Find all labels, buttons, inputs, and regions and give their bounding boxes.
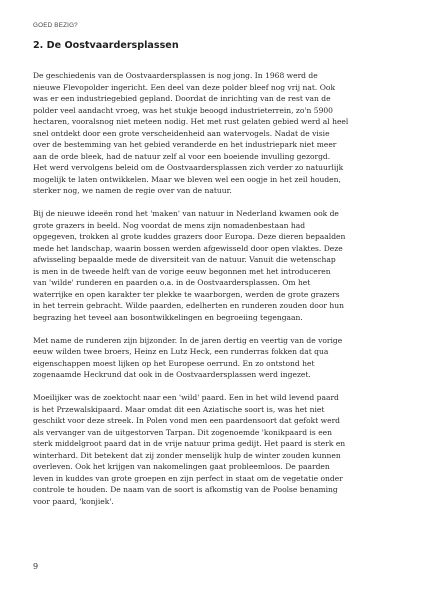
text-line: controle te houden. De naam van de soort is afkomstig van de Poolse benaming <box>33 485 338 494</box>
running-header: GOED BEZIG? <box>33 22 78 29</box>
text-line: geschikt voor deze streek. In Polen vond men een paardensoort dat gefokt werd <box>33 416 341 425</box>
text-line: afwisseling bepaalde mede de diversiteit van de natuur. Vanuit die wetenschap <box>33 255 336 264</box>
body-text <box>33 70 403 519</box>
text-line: was er een industriegebied gepland. Doordat de inrichting van de rest van de <box>33 94 331 103</box>
text-line: Moeilijker was de zoektocht naar een 'wild' paard. Een in het wild levend paard <box>33 393 339 402</box>
text-line: sterker nog, we namen de regie over van de natuur. <box>33 186 232 195</box>
section-title: 2. De Oostvaardersplassen <box>33 40 179 51</box>
text-line: hectaren, vooralsnog niet meteen nodig. Het met rust gelaten gebied werd al heel <box>33 117 349 126</box>
text-line: winterhard. Dit betekent dat zij zonder menselijk hulp de winter zouden kunnen <box>33 450 341 460</box>
text-line: sterk middelgroot paard dat in de vrije natuur prima gedijt. Het paard is sterk en <box>33 439 346 448</box>
text-line: begrazing het teveel aan bosontwikkelingen en begroeiing tegengaan. <box>33 312 303 322</box>
text-line: over de bestemming van het gebied veranderde en het industriepark niet meer <box>33 140 337 149</box>
text-line: aan de orde bleek, had de natuur zelf al voor een boeiende invulling gezorgd. <box>33 151 331 161</box>
text-line: Bij de nieuwe ideeën rond het 'maken' van natuur in Nederland kwamen ook de <box>33 209 339 218</box>
page-number: 9 <box>33 562 39 571</box>
text-line: in het terrein gebracht. Wilde paarden, edelherten en runderen zouden door hun <box>33 301 344 310</box>
text-line: mede het landschap, waarin bossen werden afgewisseld door open vlaktes. Deze <box>33 243 343 253</box>
text-line: overleven. Ook het krijgen van nakomelingen gaat probleemloos. De paarden <box>33 462 330 471</box>
text-line: waterrijke en open karakter ter plekke te waarborgen, werden de grote grazers <box>33 289 340 299</box>
text-line: nieuwe Flevopolder ingericht. Een deel van deze polder bleef nog vrij nat. Ook <box>33 82 336 92</box>
text-line: leven in kuddes van grote groepen en zijn perfect in staat om de vegetatie onder <box>33 473 343 483</box>
paragraph <box>33 208 403 323</box>
paragraph <box>33 335 403 381</box>
text-line: opgegeven, trokken al grote kuddes grazers door Europa. Deze dieren bepaalden <box>33 232 346 241</box>
text-line: voor paard, 'konjiek'. <box>33 496 114 506</box>
text-line: Het werd vervolgens beleid om de Oostvaardersplassen zich verder zo natuurlijk <box>33 163 344 172</box>
text-line: mogelijk te laten ontwikkelen. Maar we bleven wel een oogje in het zeil houden, <box>33 174 341 184</box>
text-line: zogenaamde Heckrund dat ook in de Oostvaardersplassen werd ingezet. <box>33 370 311 379</box>
text-line: is het Przewalskipaard. Maar omdat dit een Aziatische soort is, was het niet <box>33 404 325 414</box>
text-line: is men in de tweede helft van de vorige eeuw begonnen met het introduceren <box>33 266 331 276</box>
text-line: als vervanger van de uitgestorven Tarpan. Dit zogenoemde 'konikpaard is een <box>33 427 332 437</box>
text-line: Met name de runderen zijn bijzonder. In de jaren dertig en veertig van de vorige <box>33 335 343 345</box>
text-line: grote grazers in beeld. Nog voordat de mens zijn nomadenbestaan had <box>33 220 306 230</box>
paragraph <box>33 70 403 197</box>
text-line: De geschiedenis van de Oostvaardersplassen is nog jong. In 1968 werd de <box>33 71 318 80</box>
text-line: snel ontdekt door een grote verscheidenheid aan watervogels. Nadat de visie <box>33 128 330 138</box>
text-line: eigenschappen moest lijken op het Europese oerrund. En zo ontstond het <box>33 358 315 368</box>
paragraph <box>33 392 403 507</box>
text-line: van 'wilde' runderen en paarden o.a. in de Oostvaardersplassen. Om het <box>33 278 311 287</box>
text-line: polder veel aandacht vroeg, was het stukje beoogd industrieterrein, zo'n 5900 <box>33 105 333 115</box>
text-line: eeuw wilden twee broers, Heinz en Lutz Heck, een runderras fokken dat qua <box>33 347 329 356</box>
